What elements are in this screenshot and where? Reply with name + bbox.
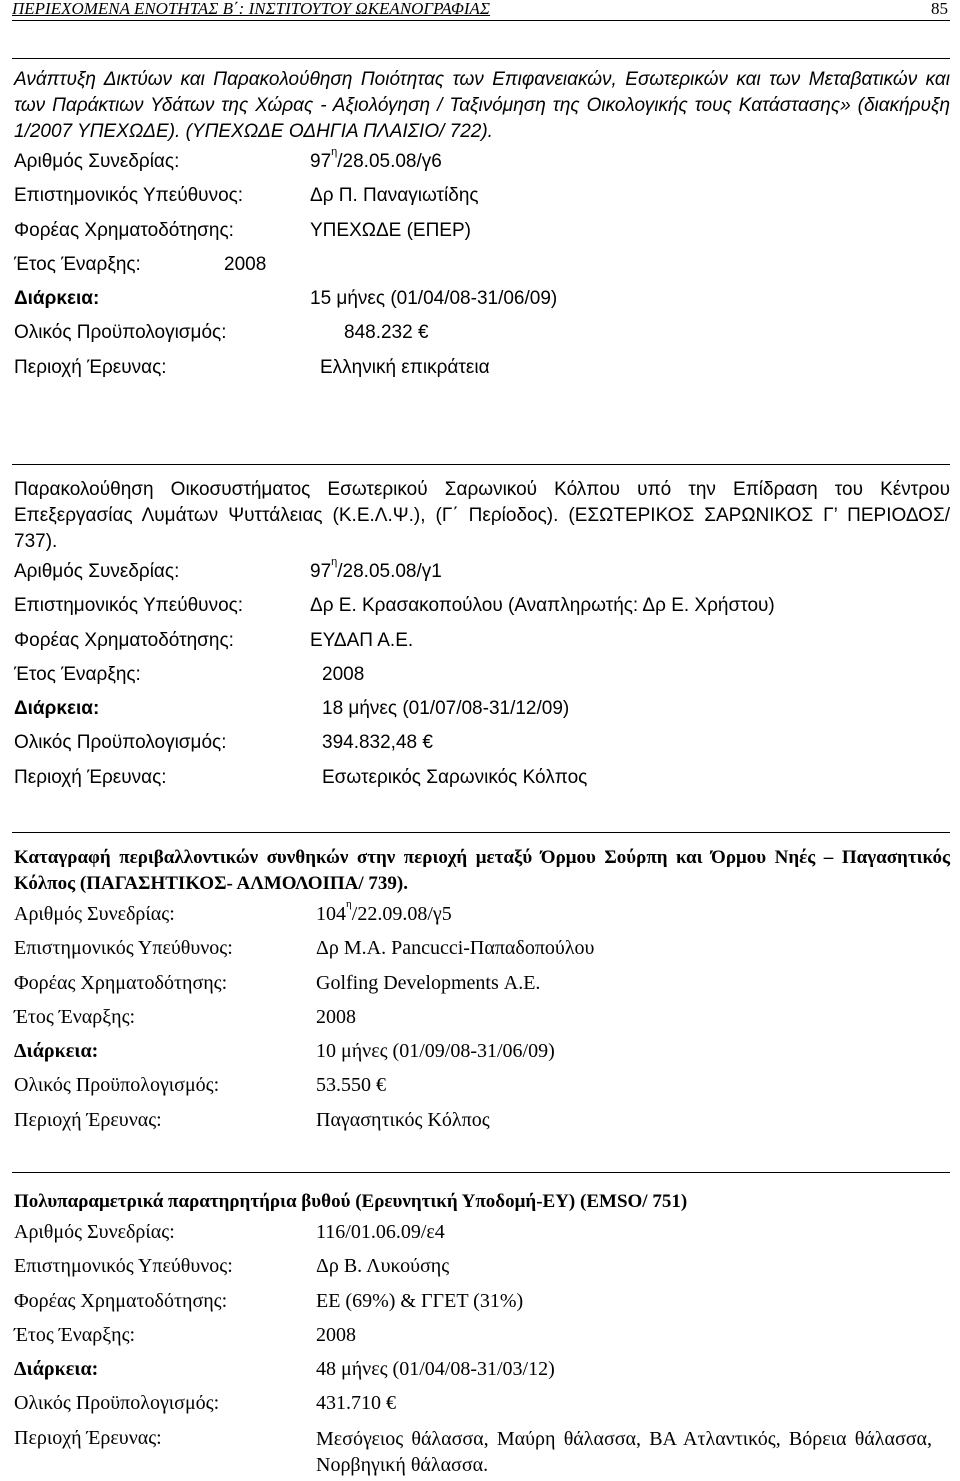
section-title: ΠΕΡΙΕΧΟΜΕΝΑ ΕΝΟΤΗΤΑΣ Β΄: ΙΝΣΤΙΤΟΥΤΟΥ ΩΚΕΑΝΟΓΡΑΦΙΑΣ <box>12 0 491 18</box>
budget-row <box>14 1068 950 1102</box>
budget-label: Ολικός Προϋπολογισμός: <box>14 1392 220 1415</box>
area-label: Περιοχή Έρευνας: <box>14 356 167 378</box>
pi-label: Επιστημονικός Υπεύθυνος: <box>14 185 244 207</box>
budget-label: Ολικός Προϋπολογισμός: <box>14 1074 220 1097</box>
project-block <box>12 58 950 385</box>
year-label: Έτος Έναρξης: <box>14 663 141 685</box>
year-row <box>14 658 950 692</box>
area-value: Ελληνική επικράτεια <box>320 356 490 378</box>
funder-value: Golfing Developments Α.Ε. <box>316 971 541 994</box>
pi-value: Δρ Μ.Α. Pancucci-Παπαδοπούλου <box>316 937 595 960</box>
area-row <box>14 351 950 385</box>
pi-value: Δρ Β. Λυκούσης <box>316 1255 450 1278</box>
year-label: Έτος Έναρξης: <box>14 253 141 275</box>
area-row <box>14 1421 950 1481</box>
session-label: Αριθμός Συνεδρίας: <box>14 561 180 582</box>
year-value: 2008 <box>316 1323 356 1346</box>
duration-value: 18 μήνες (01/07/08-31/12/09) <box>322 698 570 720</box>
funder-row <box>14 214 950 248</box>
budget-row <box>14 726 950 760</box>
page-number: 85 <box>931 0 948 18</box>
budget-label: Ολικός Προϋπολογισμός: <box>14 322 227 344</box>
pi-label: Επιστημονικός Υπεύθυνος: <box>14 595 244 617</box>
funder-value: ΕΥΔΑΠ Α.Ε. <box>310 629 414 651</box>
duration-value: 48 μήνες (01/04/08-31/03/12) <box>316 1358 555 1381</box>
year-value: 2008 <box>322 663 365 685</box>
session-value: 116/01.06.09/ε4 <box>316 1221 445 1243</box>
year-row <box>14 1000 950 1034</box>
duration-label: Διάρκεια: <box>14 1358 99 1381</box>
project-title: Καταγραφή περιβαλλοντικών συνθηκών στην περιοχή μεταξύ Όρμου Σούρπη και Όρμου Νηές – Παγασητικός Κόλπος (ΠΑΓΑΣΗΤΙΚΟΣ- ΑΛΜΟΛΟΙΠΑ/ 739). <box>14 847 950 894</box>
area-value: Εσωτερικός Σαρωνικός Κόλπος <box>322 766 588 788</box>
area-label: Περιοχή Έρευνας: <box>14 1108 162 1131</box>
funder-value: ΕΕ (69%) & ΓΓΕΤ (31%) <box>316 1289 524 1312</box>
area-value: Παγασητικός Κόλπος <box>316 1108 490 1131</box>
session-label: Αριθμός Συνεδρίας: <box>14 1221 175 1243</box>
project-title: Ανάπτυξη Δικτύων και Παρακολούθηση Ποιότητας των Επιφανειακών, Εσωτερικών και των Μεταβατικών και των Παράκτιων Υδάτων της Χώρας - Αξιολόγηση / Ταξινόμηση της Οικολογικής τους Κατάστασης» (διακήρυξη 1/2007 ΥΠΕΧΩΔΕ). (ΥΠΕΧΩΔΕ ΟΔΗΓΙΑ ΠΛΑΙΣΙΟ/ 722). <box>14 69 950 142</box>
budget-row <box>14 1386 950 1420</box>
year-value: 2008 <box>224 253 267 275</box>
duration-row <box>14 1352 950 1386</box>
budget-value: 394.832,48 € <box>322 732 433 754</box>
session-value: $97^\eta/28.05.08/\gamma 1$ <box>310 556 442 582</box>
budget-value: 848.232 € <box>344 322 429 344</box>
funder-label: Φορέας Χρηματοδότησης: <box>14 219 234 241</box>
funder-label: Φορέας Χρηματοδότησης: <box>14 629 234 651</box>
area-label: Περιοχή Έρευνας: <box>14 766 167 788</box>
session-value: $104^\eta/22.09.08/\gamma 5$ <box>316 898 452 925</box>
budget-row <box>14 316 950 350</box>
project-block <box>12 464 950 795</box>
year-row <box>14 248 950 282</box>
duration-label: Διάρκεια: <box>14 288 100 310</box>
pi-value: Δρ Ε. Κρασακοπούλου (Αναπληρωτής: Δρ Ε. Χρήστου) <box>310 595 775 617</box>
funder-row <box>14 624 950 658</box>
duration-label: Διάρκεια: <box>14 1040 99 1063</box>
pi-row <box>14 589 950 623</box>
year-value: 2008 <box>316 1005 356 1028</box>
session-row <box>14 145 950 179</box>
year-label: Έτος Έναρξης: <box>14 1005 136 1028</box>
duration-value: 15 μήνες (01/04/08-31/06/09) <box>310 288 558 310</box>
year-row <box>14 1318 950 1352</box>
project-block <box>12 1172 950 1481</box>
pi-row <box>14 179 950 213</box>
area-row <box>14 1103 950 1137</box>
duration-row <box>14 282 950 316</box>
pi-label: Επιστημονικός Υπεύθυνος: <box>14 937 233 960</box>
page-header <box>12 0 950 21</box>
duration-label: Διάρκεια: <box>14 698 100 720</box>
funder-label: Φορέας Χρηματοδότησης: <box>14 1289 228 1312</box>
session-label: Αριθμός Συνεδρίας: <box>14 903 175 925</box>
duration-row <box>14 1034 950 1068</box>
pi-row <box>14 931 950 965</box>
duration-row <box>14 692 950 726</box>
session-label: Αριθμός Συνεδρίας: <box>14 151 180 172</box>
budget-value: 53.550 € <box>316 1074 386 1097</box>
funder-row <box>14 1284 950 1318</box>
funder-label: Φορέας Χρηματοδότησης: <box>14 971 228 994</box>
budget-value: 431.710 € <box>316 1392 396 1415</box>
pi-label: Επιστημονικός Υπεύθυνος: <box>14 1255 233 1278</box>
project-title: Πολυπαραμετρικά παρατηρητήρια βυθού (Ερευνητική Υποδομή-ΕΥ) (EMSO/ 751) <box>14 1191 688 1212</box>
year-label: Έτος Έναρξης: <box>14 1323 136 1346</box>
area-value: Μεσόγειος θάλασσα, Μαύρη θάλασσα, ΒΑ Ατλαντικός, Βόρεια θάλασσα, Νορβηγική θάλασσα. <box>316 1427 932 1476</box>
area-label: Περιοχή Έρευνας: <box>14 1426 162 1449</box>
project-block <box>12 832 950 1137</box>
session-row <box>14 897 950 931</box>
funder-value: ΥΠΕΧΩΔΕ (ΕΠΕΡ) <box>310 219 471 241</box>
area-row <box>14 761 950 795</box>
pi-row <box>14 1249 950 1283</box>
session-row <box>14 1215 950 1249</box>
session-row <box>14 555 950 589</box>
project-title: Παρακολούθηση Οικοσυστήματος Εσωτερικού Σαρωνικού Κόλπου υπό την Επίδραση του Κέντρου Επεξεργασίας Λυμάτων Ψυττάλειας (Κ.Ε.Λ.Ψ.), (Γ΄ Περίοδος). (ΕΣΩΤΕΡΙΚΟΣ ΣΑΡΩΝΙΚΟΣ Γ’ ΠΕΡΙΟΔΟΣ/ 737). <box>14 479 950 552</box>
funder-row <box>14 966 950 1000</box>
pi-value: Δρ Π. Παναγιωτίδης <box>310 185 479 207</box>
budget-label: Ολικός Προϋπολογισμός: <box>14 732 227 754</box>
duration-value: 10 μήνες (01/09/08-31/06/09) <box>316 1040 555 1063</box>
session-value: $97^\eta/28.05.08/\gamma 6$ <box>310 146 442 172</box>
